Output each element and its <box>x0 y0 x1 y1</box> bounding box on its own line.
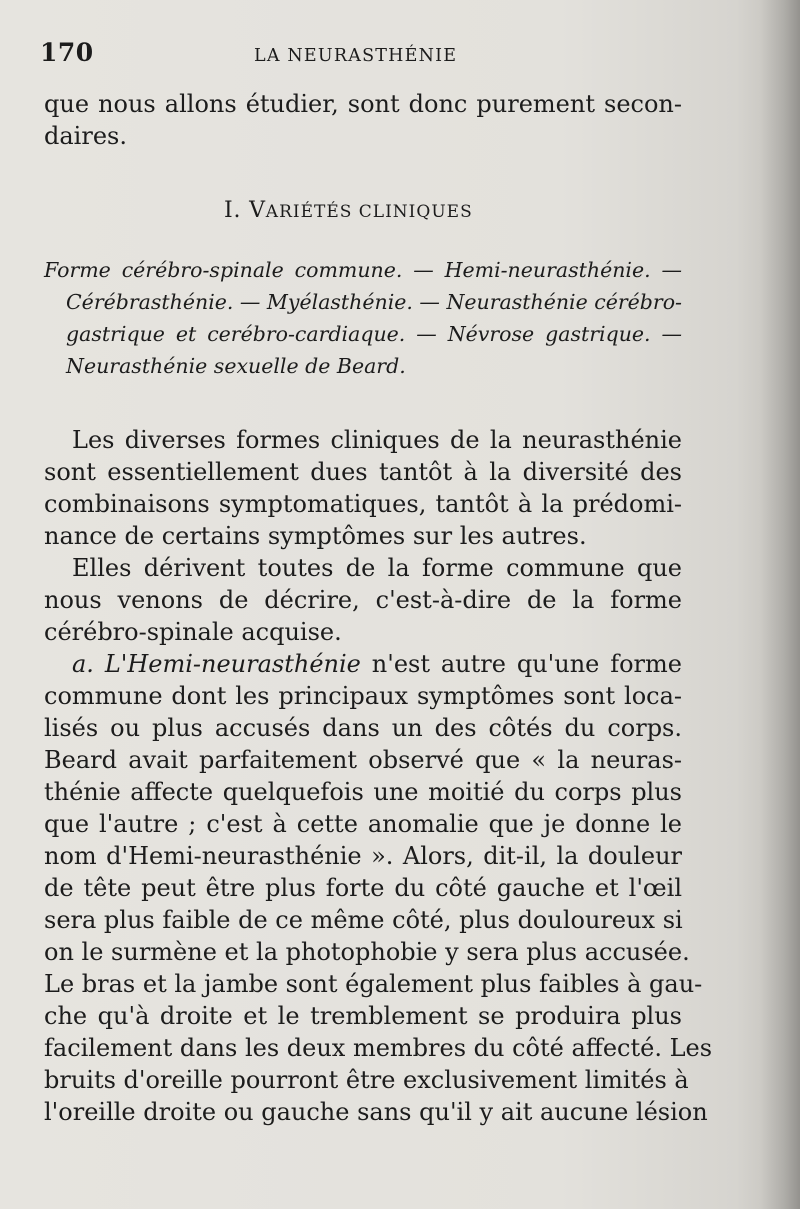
text-line: nous venons de décrire, c'est-à-dire de la forme <box>44 586 682 614</box>
text-line: que l'autre ; c'est à cette anomalie que je donne le <box>44 810 682 838</box>
running-title: LA NEURASTHÉNIE <box>254 46 458 66</box>
page-edge-shadow <box>760 0 800 1209</box>
text-fragment: n'est autre qu'une forme <box>360 650 682 678</box>
text-line: lisés ou plus accusés dans un des côtés du corps. <box>44 714 682 742</box>
text-line: Elles dérivent toutes de la forme commune que <box>72 554 682 582</box>
text-line: que nous allons étudier, sont donc purement secon- <box>44 90 682 118</box>
summary-line: Cérébrasthénie. — Myélasthénie. — Neurasthénie cérébro- <box>66 290 682 314</box>
summary-line: gastrique et cerébro-cardiaque. — Névrose gastrique. — <box>66 322 682 346</box>
text-line: de tête peut être plus forte du côté gauche et l'œil <box>44 874 682 902</box>
text-line: combinaisons symptomatiques, tantôt à la prédomi- <box>44 490 682 518</box>
section-title-initial: V <box>249 198 266 223</box>
text-line: sera plus faible de ce même côté, plus douloureux si <box>44 906 683 934</box>
item-marker: a. <box>72 650 105 678</box>
text-line: daires. <box>44 122 127 150</box>
text-line: facilement dans les deux membres du côté affecté. Les <box>44 1034 713 1062</box>
text-line: commune dont les principaux symptômes sont loca- <box>44 682 682 710</box>
text-line: cérébro-spinale acquise. <box>44 618 342 646</box>
page-header <box>40 38 680 72</box>
body-text <box>44 424 713 1128</box>
text-line: Le bras et la jambe sont également plus faibles à gau- <box>44 970 703 998</box>
section-heading <box>224 198 473 223</box>
term-hemi-neurasthenie: L'Hemi-neurasthénie <box>104 650 361 678</box>
text-line: on le surmène et la photophobie y sera plus accusée. <box>44 938 690 966</box>
text-line: Beard avait parfaitement observé que « la neuras- <box>44 746 682 774</box>
top-paragraph <box>44 88 682 152</box>
text-line: sont essentiellement dues tantôt à la diversité des <box>44 458 682 486</box>
text-line: Les diverses formes cliniques de la neurasthénie <box>72 426 682 454</box>
text-line: nance de certains symptômes sur les autres. <box>44 522 587 550</box>
section-number: I. <box>224 198 242 223</box>
text-line: bruits d'oreille pourront être exclusivement limités à <box>44 1066 689 1094</box>
summary-line: Forme cérébro-spinale commune. — Hemi-neurasthénie. — <box>44 258 682 282</box>
text-line: l'oreille droite ou gauche sans qu'il y ait aucune lésion <box>44 1098 708 1126</box>
text-line-para3-first <box>44 648 682 680</box>
page-number: 170 <box>40 38 94 67</box>
text-line: thénie affecte quelquefois une moitié du corps plus <box>44 778 682 806</box>
summary-line: Neurasthénie sexuelle de Beard. <box>66 354 406 378</box>
section-summary <box>44 254 682 382</box>
text-line: che qu'à droite et le tremblement se produira plus <box>44 1002 682 1030</box>
section-title-rest: ARIÉTÉS CLINIQUES <box>265 202 473 222</box>
text-line: nom d'Hemi-neurasthénie ». Alors, dit-il, la douleur <box>44 842 682 870</box>
